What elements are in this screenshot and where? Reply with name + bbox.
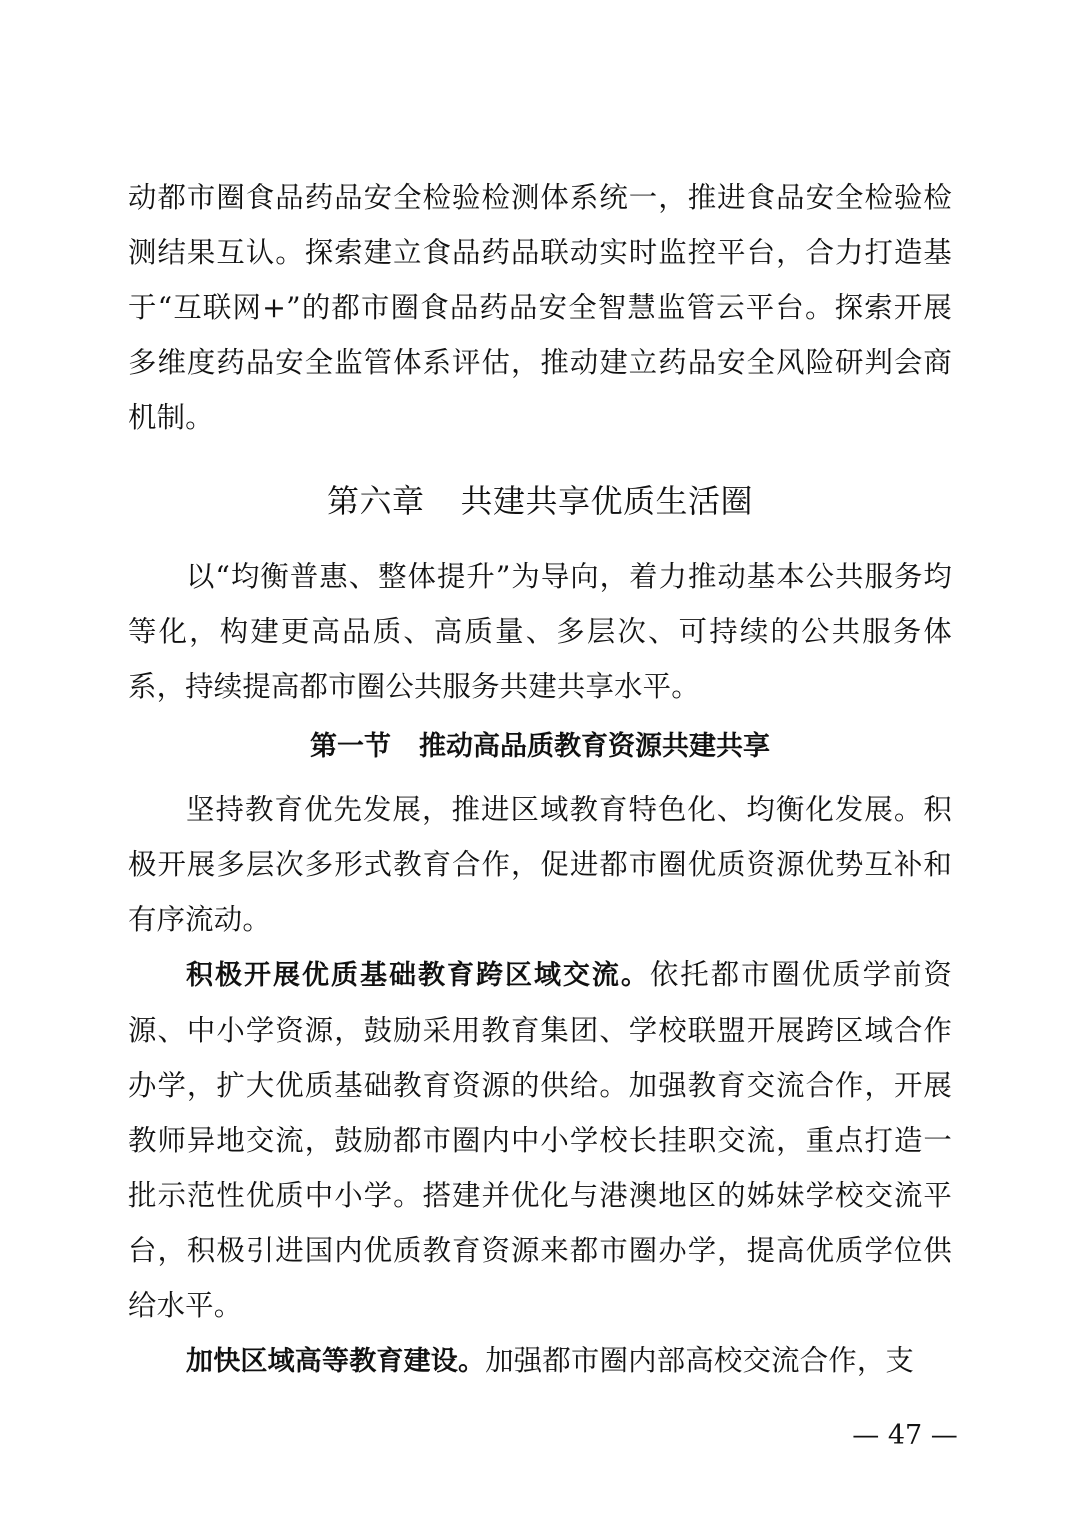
section-title: 推动高品质教育资源共建共享 — [419, 731, 770, 762]
basic-education-paragraph — [128, 947, 952, 1333]
chapter-number: 第六章 — [326, 482, 425, 520]
section-number: 第一节 — [310, 731, 391, 762]
page-content — [128, 170, 952, 1389]
higher-education-body: 加强都市圈内部高校交流合作，支 — [485, 1344, 915, 1377]
basic-education-lead: 积极开展优质基础教育跨区域交流。 — [186, 960, 650, 991]
section-intro-paragraph: 坚持教育优先发展，推进区域教育特色化、均衡化发展。积极开展多层次多形式教育合作，促进都市圈优质资源优势互补和有序流动。 — [128, 793, 952, 936]
basic-education-body: 依托都市圈优质学前资源、中小学资源，鼓励采用教育集团、学校联盟开展跨区域合作办学，扩大优质基础教育资源的供给。加强教育交流合作，开展教师异地交流，鼓励都市圈内中小学校长挂职交流，重点打造一批示范性优质中小学。搭建并优化与港澳地区的姊妹学校交流平台，积极引进国内优质教育资源来都市圈办学，提高优质学位供给水平。 — [128, 958, 952, 1322]
higher-education-paragraph — [128, 1333, 952, 1389]
continuation-paragraph: 动都市圈食品药品安全检验检测体系统一，推进食品安全检验检测结果互认。探索建立食品药品联动实时监控平台，合力打造基于“互联网+”的都市圈食品药品安全智慧监管云平台。探索开展多维度药品安全监管体系评估，推动建立药品安全风险研判会商机制。 — [128, 181, 952, 434]
chapter-title: 共建共享优质生活圈 — [460, 482, 754, 520]
section-heading — [128, 720, 952, 774]
chapter-heading — [128, 473, 952, 529]
page-number: — 47 — — [852, 1420, 958, 1451]
higher-education-lead: 加快区域高等教育建设。 — [186, 1346, 486, 1377]
chapter-intro-paragraph: 以“均衡普惠、整体提升”为导向，着力推动基本公共服务均等化，构建更高品质、高质量、多层次、可持续的公共服务体系，持续提高都市圈公共服务共建共享水平。 — [128, 560, 952, 703]
